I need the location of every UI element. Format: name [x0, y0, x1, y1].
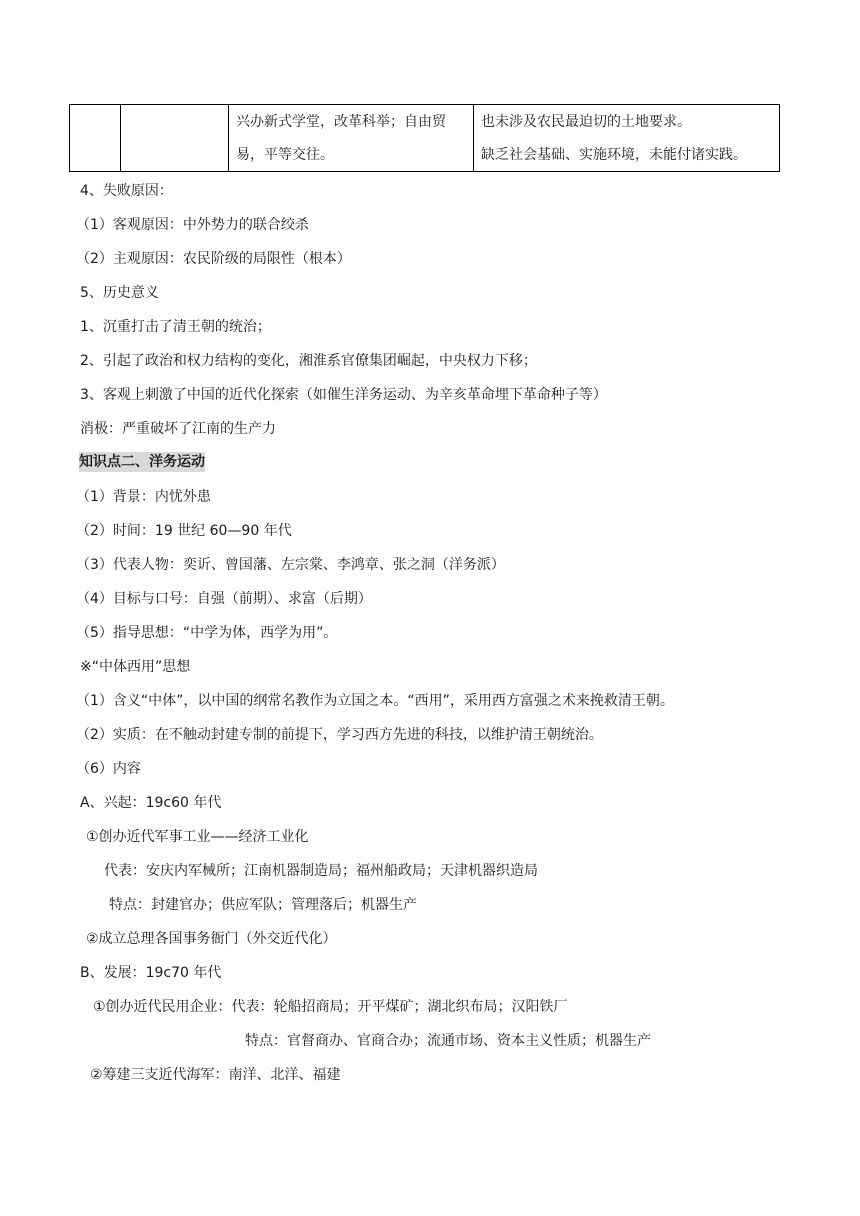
- essence-line: （2）实质：在不触动封建专制的前提下，学习西方先进的科技，以维护清王朝统治。: [76, 727, 603, 743]
- navy-line: ②筹建三支近代海军：南洋、北洋、福建: [90, 1067, 341, 1083]
- rise-heading: A、兴起：19c60 年代: [80, 795, 222, 811]
- military-industry-line: ①创办近代军事工业——经济工业化: [86, 829, 309, 845]
- table-column-divider: [228, 105, 229, 171]
- meaning-line: （1）含义“中体”，以中国的纲常名教作为立国之本。“西用”，采用西方富强之术来挽救清王朝。: [76, 693, 674, 709]
- zongli-yamen-line: ②成立总理各国事务衙门（外交近代化）: [86, 931, 337, 947]
- negative-impact: 消极：严重破坏了江南的生产力: [80, 421, 276, 437]
- objective-reason: （1）客观原因：中外势力的联合绞杀: [76, 217, 309, 233]
- representatives-line: （3）代表人物：奕䜣、曾国藩、左宗棠、李鸿章、张之洞（洋务派）: [76, 557, 505, 573]
- table-cell-content-line-1: 兴办新式学堂，改革科举；自由贸: [236, 114, 446, 130]
- background-line: （1）背景：内忧外患: [76, 489, 211, 505]
- significance-item-3: 3、客观上刺激了中国的近代化探索（如催生洋务运动、为辛亥革命埋下革命种子等）: [80, 387, 607, 403]
- section-failure-reasons-heading: 4、失败原因：: [80, 183, 173, 199]
- table-cell-evaluation-line-1: 也未涉及农民最迫切的土地要求。: [481, 114, 691, 130]
- section-significance-heading: 5、历史意义: [80, 285, 159, 301]
- significance-item-1: 1、沉重打击了清王朝的统治；: [80, 319, 271, 335]
- military-representatives-line: 代表：安庆内军械所；江南机器制造局；福州船政局；天津机器织造局: [104, 863, 538, 879]
- table-cell-evaluation-line-2: 缺乏社会基础、实施环境，未能付诸实践。: [481, 147, 747, 163]
- time-line: （2）时间：19 世纪 60—90 年代: [76, 523, 292, 539]
- guiding-thought-line: （5）指导思想：“中学为体，西学为用”。: [76, 625, 338, 641]
- zhongti-xiyong-heading: ※“中体西用”思想: [80, 659, 191, 675]
- military-features-line: 特点：封建官办；供应军队；管理落后；机器生产: [109, 897, 417, 913]
- goals-slogans-line: （4）目标与口号：自强（前期）、求富（后期）: [76, 591, 372, 607]
- knowledge-point-two-heading: 知识点二、洋务运动: [79, 454, 205, 470]
- civil-enterprises-line: ①创办近代民用企业：代表：轮船招商局；开平煤矿；湖北织布局；汉阳铁厂: [93, 999, 568, 1015]
- content-heading: （6）内容: [76, 761, 141, 777]
- table-column-divider: [120, 105, 121, 171]
- subjective-reason: （2）主观原因：农民阶级的局限性（根本）: [76, 251, 351, 267]
- significance-item-2: 2、引起了政治和权力结构的变化，湘淮系官僚集团崛起，中央权力下移；: [80, 353, 537, 369]
- civil-features-line: 特点：官督商办、官商合办；流通市场、资本主义性质；机器生产: [245, 1033, 651, 1049]
- table-cell-content-line-2: 易，平等交往。: [236, 147, 334, 163]
- table-column-divider: [473, 105, 474, 171]
- development-heading: B、发展：19c70 年代: [80, 965, 222, 981]
- reform-table-fragment: [69, 104, 780, 172]
